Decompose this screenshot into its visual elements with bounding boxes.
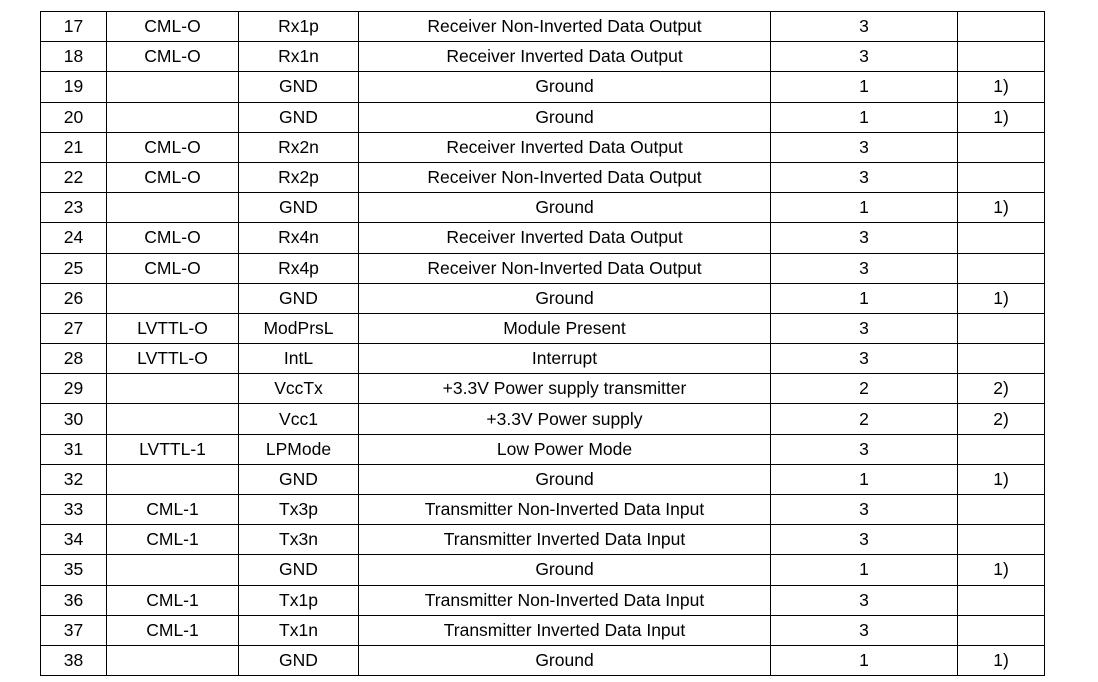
table-row (41, 223, 1045, 253)
notes-cell: 1) (958, 283, 1045, 313)
notes-cell: 1) (958, 645, 1045, 675)
description-cell: Transmitter Non-Inverted Data Input (359, 585, 771, 615)
plug-sequence-cell: 3 (771, 42, 958, 72)
table-row (41, 344, 1045, 374)
plug-sequence-cell: 3 (771, 223, 958, 253)
description-cell: Receiver Non-Inverted Data Output (359, 253, 771, 283)
symbol-cell: GND (239, 72, 359, 102)
plug-sequence-cell: 1 (771, 555, 958, 585)
table-row (41, 464, 1045, 494)
logic-cell (107, 193, 239, 223)
symbol-cell: Rx1p (239, 12, 359, 42)
description-cell: Ground (359, 283, 771, 313)
description-cell: Ground (359, 102, 771, 132)
pin-number-cell: 23 (41, 193, 107, 223)
description-cell: Interrupt (359, 344, 771, 374)
symbol-cell: LPMode (239, 434, 359, 464)
plug-sequence-cell: 1 (771, 464, 958, 494)
plug-sequence-cell: 3 (771, 434, 958, 464)
pin-number-cell: 33 (41, 495, 107, 525)
description-cell: Ground (359, 193, 771, 223)
notes-cell (958, 223, 1045, 253)
notes-cell: 1) (958, 555, 1045, 585)
description-cell: Receiver Non-Inverted Data Output (359, 162, 771, 192)
pin-number-cell: 37 (41, 615, 107, 645)
notes-cell (958, 162, 1045, 192)
pin-number-cell: 32 (41, 464, 107, 494)
notes-cell (958, 585, 1045, 615)
description-cell: +3.3V Power supply transmitter (359, 374, 771, 404)
table-row (41, 283, 1045, 313)
notes-cell: 1) (958, 72, 1045, 102)
plug-sequence-cell: 3 (771, 495, 958, 525)
table-row (41, 555, 1045, 585)
notes-cell (958, 525, 1045, 555)
symbol-cell: GND (239, 193, 359, 223)
notes-cell (958, 132, 1045, 162)
description-cell: +3.3V Power supply (359, 404, 771, 434)
description-cell: Receiver Non-Inverted Data Output (359, 12, 771, 42)
logic-cell (107, 645, 239, 675)
logic-cell (107, 102, 239, 132)
pin-number-cell: 27 (41, 313, 107, 343)
description-cell: Transmitter Inverted Data Input (359, 615, 771, 645)
notes-cell: 1) (958, 193, 1045, 223)
logic-cell (107, 464, 239, 494)
notes-cell: 1) (958, 464, 1045, 494)
plug-sequence-cell: 3 (771, 525, 958, 555)
description-cell: Ground (359, 464, 771, 494)
notes-cell (958, 344, 1045, 374)
notes-cell (958, 42, 1045, 72)
notes-cell: 1) (958, 102, 1045, 132)
symbol-cell: GND (239, 555, 359, 585)
symbol-cell: Tx1p (239, 585, 359, 615)
pin-number-cell: 20 (41, 102, 107, 132)
plug-sequence-cell: 3 (771, 313, 958, 343)
logic-cell: CML-O (107, 223, 239, 253)
pin-number-cell: 21 (41, 132, 107, 162)
pin-definition-table (40, 11, 1045, 676)
symbol-cell: Tx3p (239, 495, 359, 525)
plug-sequence-cell: 1 (771, 645, 958, 675)
logic-cell: LVTTL-O (107, 344, 239, 374)
pin-number-cell: 36 (41, 585, 107, 615)
table-row (41, 585, 1045, 615)
notes-cell (958, 495, 1045, 525)
symbol-cell: Tx3n (239, 525, 359, 555)
pin-number-cell: 26 (41, 283, 107, 313)
notes-cell: 2) (958, 374, 1045, 404)
pin-number-cell: 24 (41, 223, 107, 253)
description-cell: Ground (359, 555, 771, 585)
table-row (41, 495, 1045, 525)
plug-sequence-cell: 2 (771, 404, 958, 434)
plug-sequence-cell: 1 (771, 102, 958, 132)
logic-cell: CML-O (107, 132, 239, 162)
plug-sequence-cell: 1 (771, 72, 958, 102)
description-cell: Transmitter Non-Inverted Data Input (359, 495, 771, 525)
notes-cell (958, 615, 1045, 645)
plug-sequence-cell: 2 (771, 374, 958, 404)
notes-cell (958, 12, 1045, 42)
table-row (41, 42, 1045, 72)
logic-cell: CML-O (107, 162, 239, 192)
plug-sequence-cell: 1 (771, 193, 958, 223)
plug-sequence-cell: 3 (771, 132, 958, 162)
logic-cell: CML-O (107, 12, 239, 42)
logic-cell (107, 374, 239, 404)
plug-sequence-cell: 3 (771, 585, 958, 615)
table-row (41, 645, 1045, 675)
notes-cell: 2) (958, 404, 1045, 434)
symbol-cell: Tx1n (239, 615, 359, 645)
table-row (41, 193, 1045, 223)
table-row (41, 102, 1045, 132)
pin-number-cell: 35 (41, 555, 107, 585)
notes-cell (958, 253, 1045, 283)
logic-cell: CML-1 (107, 585, 239, 615)
pin-number-cell: 30 (41, 404, 107, 434)
symbol-cell: ModPrsL (239, 313, 359, 343)
description-cell: Transmitter Inverted Data Input (359, 525, 771, 555)
table-row (41, 12, 1045, 42)
description-cell: Module Present (359, 313, 771, 343)
pin-number-cell: 25 (41, 253, 107, 283)
logic-cell: CML-1 (107, 525, 239, 555)
pin-number-cell: 38 (41, 645, 107, 675)
table-row (41, 162, 1045, 192)
symbol-cell: Rx4p (239, 253, 359, 283)
description-cell: Ground (359, 72, 771, 102)
logic-cell: LVTTL-1 (107, 434, 239, 464)
table-row (41, 404, 1045, 434)
pin-number-cell: 19 (41, 72, 107, 102)
table-row (41, 615, 1045, 645)
symbol-cell: Rx2n (239, 132, 359, 162)
logic-cell: CML-O (107, 253, 239, 283)
symbol-cell: Rx2p (239, 162, 359, 192)
logic-cell: CML-1 (107, 495, 239, 525)
pin-number-cell: 22 (41, 162, 107, 192)
notes-cell (958, 313, 1045, 343)
symbol-cell: VccTx (239, 374, 359, 404)
pin-number-cell: 29 (41, 374, 107, 404)
symbol-cell: Rx1n (239, 42, 359, 72)
table-row (41, 132, 1045, 162)
description-cell: Receiver Inverted Data Output (359, 42, 771, 72)
plug-sequence-cell: 3 (771, 12, 958, 42)
description-cell: Receiver Inverted Data Output (359, 132, 771, 162)
table-row (41, 374, 1045, 404)
description-cell: Low Power Mode (359, 434, 771, 464)
description-cell: Receiver Inverted Data Output (359, 223, 771, 253)
symbol-cell: Vcc1 (239, 404, 359, 434)
table-row (41, 253, 1045, 283)
plug-sequence-cell: 3 (771, 253, 958, 283)
logic-cell (107, 404, 239, 434)
logic-cell (107, 72, 239, 102)
logic-cell (107, 555, 239, 585)
plug-sequence-cell: 3 (771, 162, 958, 192)
logic-cell (107, 283, 239, 313)
pin-number-cell: 31 (41, 434, 107, 464)
symbol-cell: GND (239, 645, 359, 675)
pin-number-cell: 28 (41, 344, 107, 374)
table-row (41, 525, 1045, 555)
symbol-cell: GND (239, 283, 359, 313)
table-row (41, 434, 1045, 464)
pin-number-cell: 18 (41, 42, 107, 72)
symbol-cell: Rx4n (239, 223, 359, 253)
logic-cell: LVTTL-O (107, 313, 239, 343)
symbol-cell: GND (239, 102, 359, 132)
pin-number-cell: 17 (41, 12, 107, 42)
table-row (41, 72, 1045, 102)
plug-sequence-cell: 1 (771, 283, 958, 313)
plug-sequence-cell: 3 (771, 615, 958, 645)
logic-cell: CML-1 (107, 615, 239, 645)
plug-sequence-cell: 3 (771, 344, 958, 374)
symbol-cell: GND (239, 464, 359, 494)
table-row (41, 313, 1045, 343)
notes-cell (958, 434, 1045, 464)
logic-cell: CML-O (107, 42, 239, 72)
symbol-cell: IntL (239, 344, 359, 374)
pin-table-body (41, 12, 1045, 676)
pin-number-cell: 34 (41, 525, 107, 555)
description-cell: Ground (359, 645, 771, 675)
